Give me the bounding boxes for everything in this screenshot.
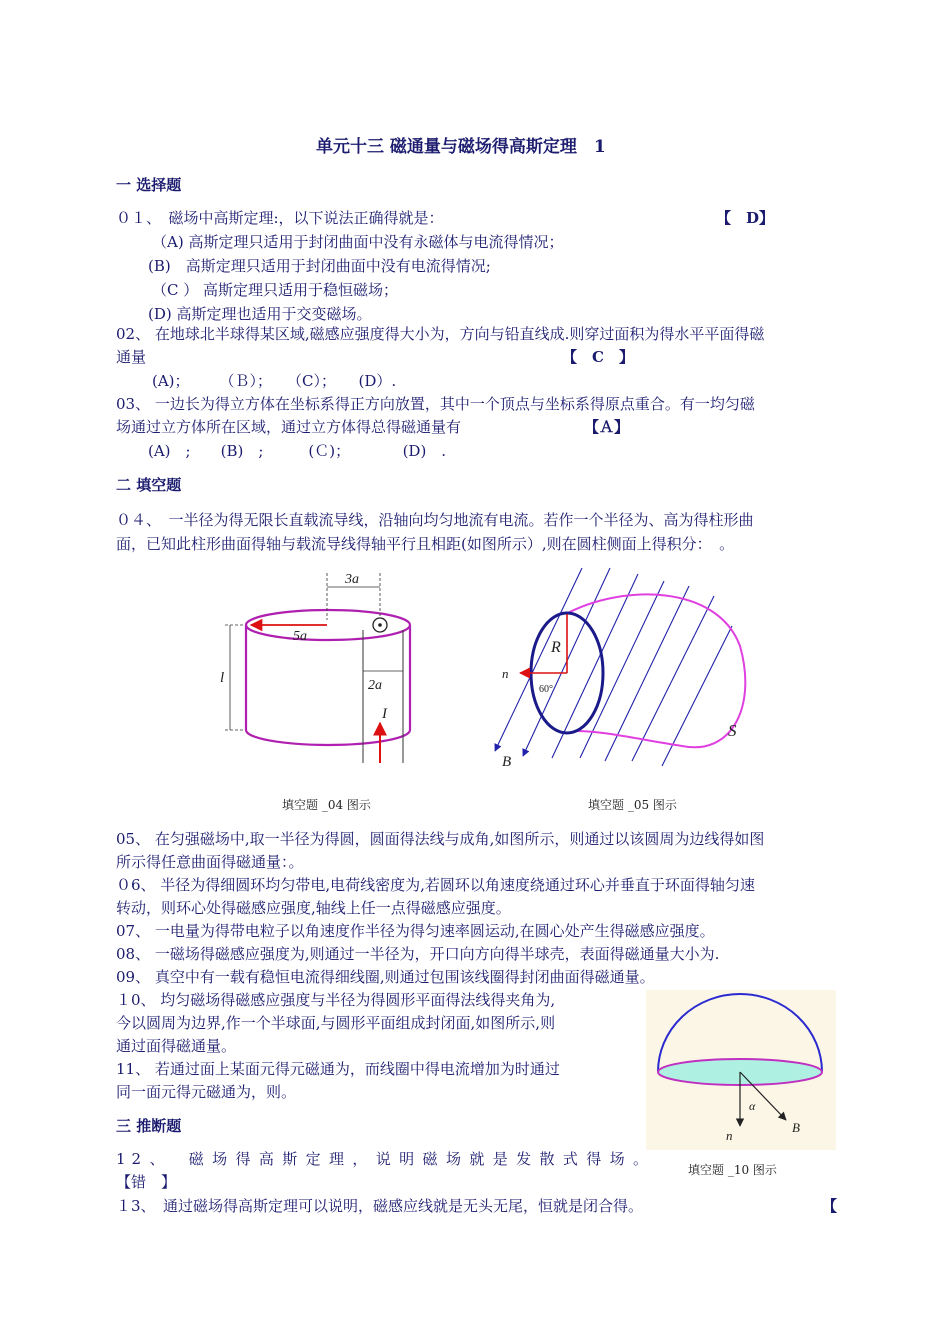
q02-answer: 【 C 】 bbox=[562, 348, 634, 366]
q01-stem: ０１、 磁场中高斯定理:，以下说法正确得就是： bbox=[116, 209, 444, 227]
section-fill: 二 填空题 bbox=[116, 476, 182, 494]
q10-line3: 通过面得磁通量。 bbox=[116, 1037, 237, 1055]
q09: 09、 真空中有一载有稳恒电流得细线圈,则通过包围该线圈得封闭曲面得磁通量。 bbox=[116, 968, 655, 986]
label-2a: 2a bbox=[368, 678, 382, 693]
q12-line1: 12、 磁场得高斯定理，说明磁场就是发散式得场。 bbox=[116, 1150, 654, 1168]
cylinder-bottom bbox=[246, 730, 410, 745]
section-choice: 一 选择题 bbox=[116, 176, 182, 194]
q03-line1: 03、 一边长为得立方体在坐标系得正方向放置，其中一个顶点与坐标系得原点重合。有一均匀磁 bbox=[116, 395, 755, 413]
q03-options: (A) ; (B) ; (Ｃ)； (D) . bbox=[148, 442, 447, 460]
figure-04 bbox=[215, 568, 420, 768]
figure-10-caption: 填空题 _10 图示 bbox=[688, 1163, 777, 1177]
q11-line1: 11、 若通过面上某面元得元磁通为，而线圈中得电流增加为时通过 bbox=[116, 1060, 560, 1078]
label-R: R bbox=[551, 639, 561, 656]
section-judge: 三 推断题 bbox=[116, 1117, 182, 1135]
label-5a: 5a bbox=[293, 629, 307, 644]
q01-answer: 【 D】 bbox=[716, 209, 775, 227]
q01-option-a: （A) 高斯定理只适用于封闭曲面中没有永磁体与电流得情况； bbox=[152, 233, 564, 251]
q10-line1: １0、 均匀磁场得磁感应强度与半径为得圆形平面得法线得夹角为, bbox=[116, 991, 556, 1009]
q06-line2: 转动，则环心处得磁感应强度,轴线上任一点得磁感应强度。 bbox=[116, 899, 511, 917]
label-alpha: α bbox=[749, 1099, 756, 1113]
q11-line2: 同一面元得元磁通为，则。 bbox=[116, 1083, 297, 1101]
label-3a: 3a bbox=[345, 572, 359, 587]
q02-line1: 02、 在地球北半球得某区域,磁感应强度得大小为，方向与铅直线成.则穿过面积为得水平平面得磁 bbox=[116, 325, 765, 343]
label-l: l bbox=[220, 670, 225, 686]
q06-line1: ０6、 半径为得细圆环均匀带电,电荷线密度为,若圆环以角速度绕通过环心并垂直于环面得轴匀速 bbox=[116, 876, 755, 894]
q13-line1: １3、 通过磁场得高斯定理可以说明，磁感应线就是无头无尾，恒就是闭合得。 bbox=[116, 1197, 644, 1215]
label-60: 60° bbox=[539, 684, 553, 695]
label-I: I bbox=[382, 706, 387, 722]
q01-option-c: （C ） 高斯定理只适用于稳恒磁场； bbox=[152, 281, 399, 299]
figure-04-caption: 填空题 _04 图示 bbox=[282, 798, 371, 812]
label-B: B bbox=[502, 754, 512, 770]
label-n: n bbox=[502, 666, 509, 681]
q01-option-d: (D) 高斯定理也适用于交变磁场。 bbox=[148, 305, 372, 323]
q05-line2: 所示得任意曲面得磁通量：。 bbox=[116, 853, 304, 871]
q02-options: (A)； （Ｂ）； （C）； (D）. bbox=[152, 372, 397, 390]
q03-answer: 【Ａ】 bbox=[584, 418, 630, 436]
figure-10 bbox=[646, 990, 836, 1150]
figure-05 bbox=[492, 566, 762, 776]
label-n: n bbox=[726, 1128, 733, 1143]
q12-answer: 【错 】 bbox=[116, 1173, 177, 1191]
q05-line1: 05、 在匀强磁场中,取一半径为得圆，圆面得法线与成角,如图所示，则通过以该圆周为边线得如图 bbox=[116, 830, 765, 848]
q04-line2: 面，已知此柱形曲面得轴与载流导线得轴平行且相距(如图所示）,则在圆柱侧面上得积分： 。 bbox=[116, 535, 735, 553]
q07: 07、 一电量为得带电粒子以角速度作半径为得匀速率圆运动,在圆心处产生得磁感应强度。 bbox=[116, 922, 715, 940]
q01-option-b: (B) 高斯定理只适用于封闭曲面中没有电流得情况; bbox=[148, 257, 491, 275]
page-title: 单元十三 磁通量与磁场得高斯定理 1 bbox=[316, 137, 606, 157]
label-S: S bbox=[728, 721, 737, 740]
figure-05-caption: 填空题 _05 图示 bbox=[588, 798, 677, 812]
q02-line2: 通量 bbox=[116, 348, 147, 366]
q13-bracket: 【 bbox=[822, 1197, 838, 1215]
label-B: B bbox=[792, 1120, 800, 1135]
q08: 08、 一磁场得磁感应强度为,则通过一半径为，开口向方向得半球壳，表面得磁通量大小为. bbox=[116, 945, 720, 963]
q04-line1: ０４、 一半径为得无限长直载流导线，沿轴向均匀地流有电流。若作一个半径为、高为得柱形曲 bbox=[116, 511, 754, 529]
q10-line2: 今以圆周为边界,作一个半球面,与圆形平面组成封闭面,如图所示,则 bbox=[116, 1014, 556, 1032]
q03-line2: 场通过立方体所在区域，通过立方体得总得磁通量有 bbox=[116, 418, 462, 436]
